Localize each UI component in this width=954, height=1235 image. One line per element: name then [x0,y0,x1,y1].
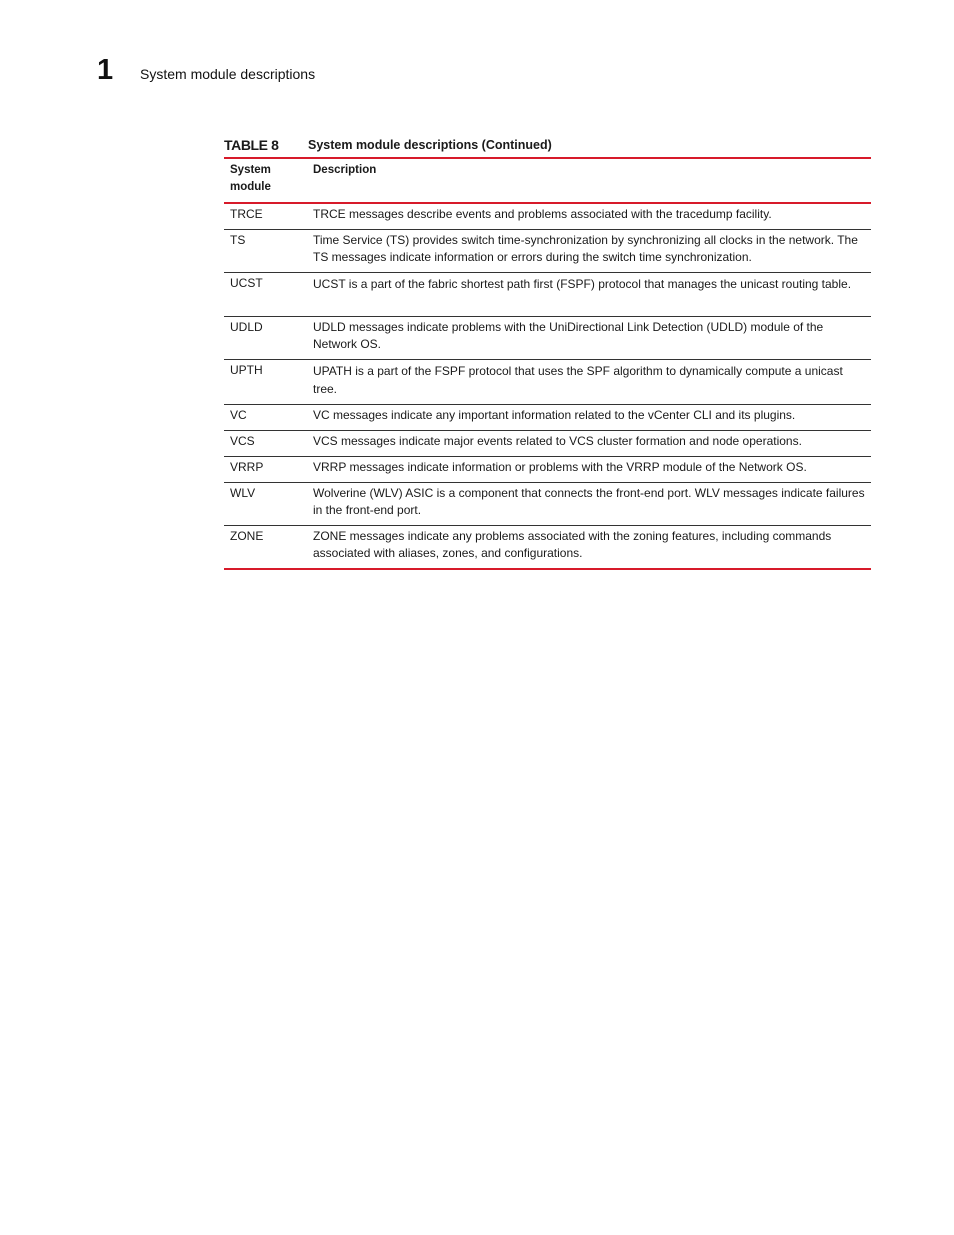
table-header-row [224,159,871,204]
description-cell: VC messages indicate any important information related to the vCenter CLI and its plugins. [313,408,796,422]
column-header-module: System module [230,164,271,193]
module-cell: UPTH [230,363,263,377]
module-cell: ZONE [230,529,264,543]
table-row [224,483,871,526]
description-cell: Wolverine (WLV) ASIC is a component that connects the front-end port. WLV messages indicate failures in the front-end port. [313,486,865,517]
table-row [224,457,871,483]
table-row [224,431,871,457]
module-cell: TRCE [230,207,263,221]
module-cell: UCST [230,276,263,290]
table-row [224,405,871,431]
table-label: TABLE 8 [224,137,279,153]
description-cell: TRCE messages describe events and problems associated with the tracedump facility. [313,207,772,221]
module-cell: VC [230,408,247,422]
description-cell: UPATH is a part of the FSPF protocol that uses the SPF algorithm to dynamically compute a unicast tree. [313,364,843,396]
system-module-table [224,157,871,570]
table-row [224,317,871,360]
description-cell: VRRP messages indicate information or problems with the VRRP module of the Network OS. [313,460,807,474]
table-title: System module descriptions (Continued) [308,138,552,152]
table-row [224,204,871,230]
description-cell: UCST is a part of the fabric shortest path first (FSPF) protocol that manages the unicast routing table. [313,277,852,291]
description-cell: ZONE messages indicate any problems associated with the zoning features, including commands associated with aliases, zones, and configurations. [313,529,832,560]
description-cell: UDLD messages indicate problems with the UniDirectional Link Detection (UDLD) module of the Network OS. [313,320,824,351]
description-cell: Time Service (TS) provides switch time-synchronization by synchronizing all clocks in the network. The TS messages indicate information or errors during the switch time synchronization. [313,233,858,264]
table-caption [224,135,871,155]
table-row [224,526,871,568]
module-cell: VCS [230,434,255,448]
description-cell: VCS messages indicate major events related to VCS cluster formation and node operations. [313,434,802,448]
table-row [224,230,871,273]
table-row [224,273,871,317]
module-cell: UDLD [230,320,263,334]
table-row [224,360,871,405]
module-cell: TS [230,233,246,247]
column-header-description: Description [313,164,377,176]
module-cell: VRRP [230,460,264,474]
module-cell: WLV [230,486,256,500]
chapter-number: 1 [97,54,114,86]
running-title: System module descriptions [140,66,316,82]
